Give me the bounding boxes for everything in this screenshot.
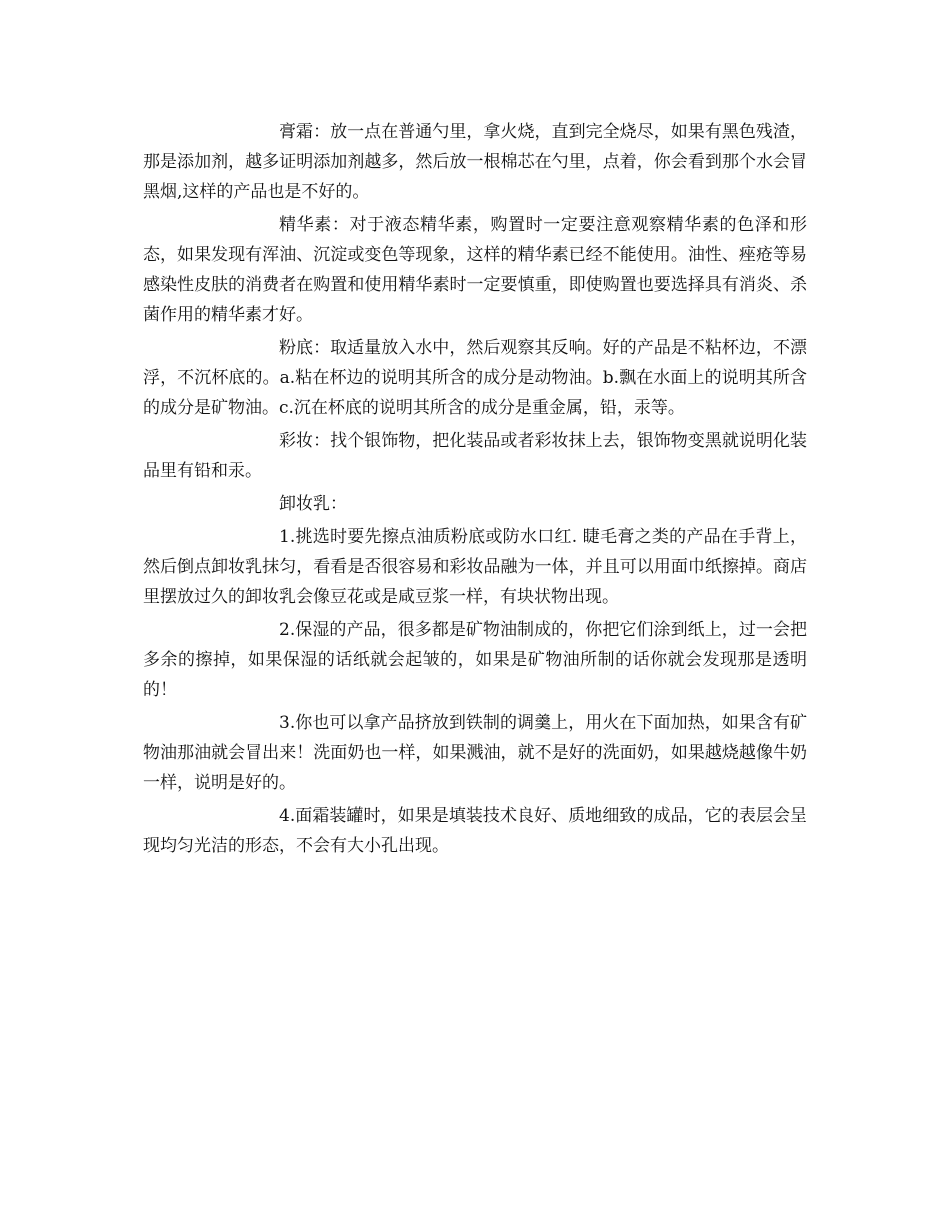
paragraph-cleansing-heading: 卸妆乳： [279, 494, 347, 514]
paragraph-cream: 膏霜：放一点在普通勺里，拿火烧，直到完全烧尽，如果有黑色残渣，那是添加剂，越多证明添加剂越多，然后放一根棉芯在勺里，点着，你会看到那个水会冒黑烟,这样的产品也是不好的。 [143, 122, 807, 202]
paragraph-makeup: 彩妆：找个银饰物，把化装品或者彩妆抹上去，银饰物变黑就说明化装品里有铅和汞。 [143, 431, 807, 481]
paragraph-essence: 精华素：对于液态精华素，购置时一定要注意观察精华素的色泽和形态，如果发现有浑油、沉淀或变色等现象，这样的精华素已经不能使用。油性、痤疮等易感染性皮肤的消费者在购置和使用精华素时一定要慎重，即使购置也要选择具有消炎、杀菌作用的精华素才好。 [143, 215, 807, 325]
paragraph-tip-2: 2.保湿的产品，很多都是矿物油制成的，你把它们涂到纸上，过一会把多余的擦掉，如果保湿的话纸就会起皱的，如果是矿物油所制的话你就会发现那是透明的！ [143, 620, 807, 700]
paragraph-tip-3: 3.你也可以拿产品挤放到铁制的调羹上，用火在下面加热，如果含有矿物油那油就会冒出来！洗面奶也一样，如果溅油，就不是好的洗面奶，如果越烧越像牛奶一样，说明是好的。 [143, 713, 807, 793]
paragraph-tip-1: 1.挑选时要先擦点油质粉底或防水口红. 睫毛膏之类的产品在手背上，然后倒点卸妆乳抹匀，看看是否很容易和彩妆品融为一体，并且可以用面巾纸擦掉。商店里摆放过久的卸妆乳会像豆花或是咸豆浆一样，有块状物出现。 [143, 527, 807, 607]
paragraph-foundation: 粉底：取适量放入水中，然后观察其反响。好的产品是不粘杯边，不漂浮，不沉杯底的。a.粘在杯边的说明其所含的成分是动物油。b.飘在水面上的说明其所含的成分是矿物油。c.沉在杯底的说明其所含的成分是重金属，铅，汞等。 [143, 338, 807, 418]
paragraph-tip-4: 4.面霜装罐时，如果是填装技术良好、质地细致的成品，它的表层会呈现均匀光洁的形态，不会有大小孔出现。 [143, 806, 807, 856]
document-body [143, 117, 807, 864]
